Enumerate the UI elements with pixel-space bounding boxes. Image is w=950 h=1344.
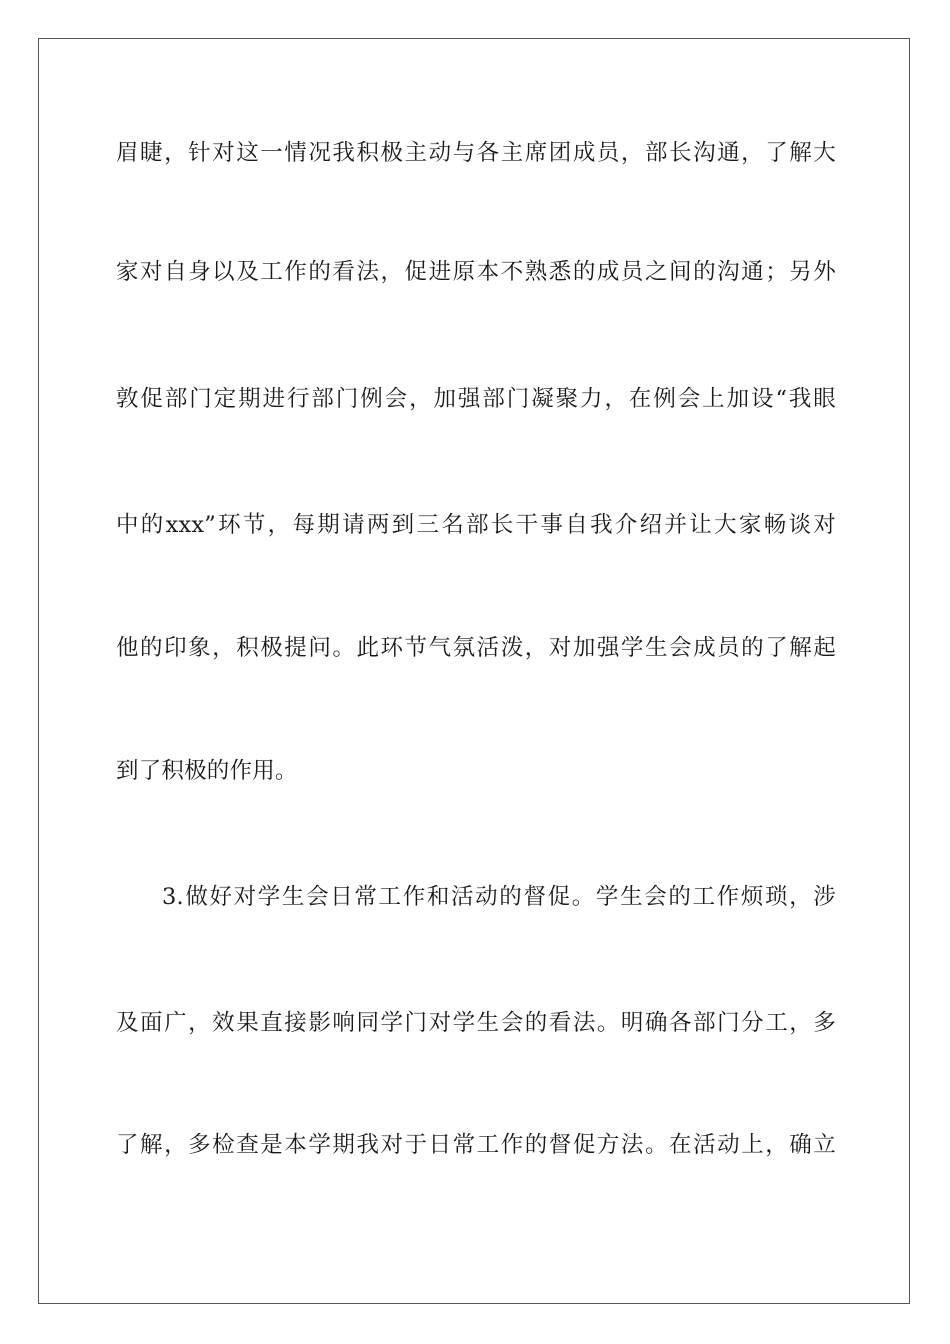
text-line-3: 敦促部门定期进行部门例会，加强部门凝聚力，在例会上加设“我眼 (116, 386, 836, 412)
text-line-8: 及面广，效果直接影响同学门对学生会的看法。明确各部门分工，多 (116, 1010, 836, 1036)
text-line-4: 中的xxx”环节，每期请两到三名部长干事自我介绍并让大家畅谈对 (116, 512, 836, 538)
text-line-2: 家对自身以及工作的看法，促进原本不熟悉的成员之间的沟通；另外 (116, 259, 836, 285)
text-line-7: 3.做好对学生会日常工作和活动的督促。学生会的工作烦琐，涉 (162, 884, 836, 910)
text-line-5: 他的印象，积极提问。此环节气氛活泼，对加强学生会成员的了解起 (116, 635, 836, 661)
page-border (38, 38, 910, 1304)
text-line-6: 到了积极的作用。 (116, 758, 298, 784)
text-line-1: 眉睫，针对这一情况我积极主动与各主席团成员，部长沟通，了解大 (116, 140, 836, 166)
text-line-9: 了解，多检查是本学期我对于日常工作的督促方法。在活动上，确立 (116, 1132, 836, 1158)
